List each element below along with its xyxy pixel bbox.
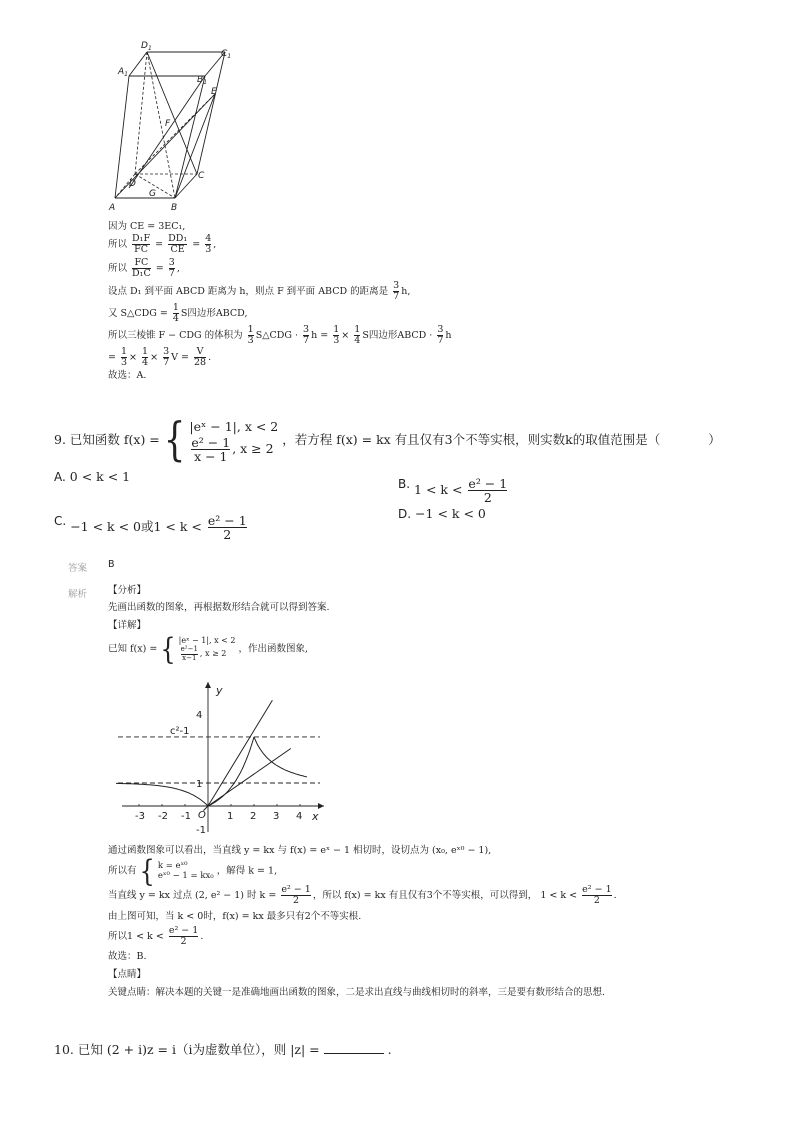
x-tick-label: 1	[227, 811, 234, 822]
curve-left	[116, 737, 254, 806]
x-tick-label: -3	[135, 811, 145, 822]
x-tick-label: -1	[181, 811, 191, 822]
x-tick-label: 2	[250, 811, 257, 822]
analysis-para-9: 关键点睛：解决本题的关键一是准确地画出函数的图象，二是求出直线与曲线相切时的斜率，三是要有数形结合的思想.	[108, 987, 606, 998]
origin-label: O	[198, 810, 206, 821]
label-A: A	[109, 203, 116, 213]
prev-line-4: 设点 D₁ 到平面 ABCD 距离为 h，则点 F 到平面 ABCD 的距离是 $\frac{3}{7}$ h,	[108, 280, 411, 302]
prev-line-8: 故选：A.	[108, 370, 147, 381]
q9-stem: 9. 已知函数 f(x) = { |eˣ − 1|, x < 2 $\frac{\text{e² − 1}}{x - 1}$ , x ≥ 2 ，若方程 f(x) = kx 有且仅有3个不等实根，则实数k的取值范围是（ ）	[54, 413, 721, 468]
label-A1: $A_1$	[118, 67, 128, 78]
label-D: D	[129, 179, 136, 189]
q9-option-c[interactable]: C. −1 < k < 0或1 < k < $\frac{\text{e² − 1}}{2}$	[54, 513, 247, 543]
prev-line-2: 所以 $\frac{\text{D₁F}}{FC}$ = $\frac{\text{DD₁}}{CE}$ = $\frac{4}{3}$ ,	[108, 233, 217, 255]
label-G: G	[149, 189, 156, 199]
label-F: F	[165, 119, 171, 129]
analysis-heading-1: 【分析】	[108, 585, 147, 596]
q9-option-a[interactable]: A. 0 < k < 1	[54, 469, 131, 484]
label-B1: $B_1$	[197, 75, 208, 86]
function-graph	[112, 676, 332, 836]
curve-right	[254, 737, 307, 777]
prev-line-6: 所以三棱锥 F − CDG 的体积为 $\frac{1}{3}$ S△CDG · $\frac{3}{7}$ h = $\frac{1}{3}$ × $\frac{1}{4}$ S四边形ABCD · $\frac{3}{7}$ h	[108, 324, 452, 346]
prev-line-1: 因为 CE = 3EC₁,	[108, 221, 186, 232]
label-C: C	[198, 171, 205, 181]
q10-answer-blank[interactable]	[324, 1053, 384, 1054]
analysis-para-8: 故选：B.	[108, 951, 147, 962]
x-tick-label: -2	[158, 811, 168, 822]
analysis-para-7: 所以1 < k < $\frac{\text{e² − 1}}{2}$ .	[108, 925, 204, 947]
answer-value: B	[108, 559, 115, 570]
analysis-para-1: 先画出函数的图象，再根据数形结合就可以得到答案.	[108, 602, 330, 613]
analysis-para-4: 所以有 { k = eˣ⁰ eˣ⁰ − 1 = kx₀ ，解得 k = 1,	[108, 853, 278, 889]
label-C1: $C_1$	[221, 49, 232, 60]
analysis-known: 已知 f(x) = { |eˣ − 1|, x < 2 $\frac{\text{e²−1}}{x-1}$ , x ≥ 2 ，作出函数图象,	[108, 631, 309, 667]
answer-label: 答案	[68, 563, 88, 574]
analysis-para-3: 通过函数图象可以看出，当直线 y = kx 与 f(x) = eˣ − 1 相切时，设切点为 (x₀, eˣ⁰ − 1),	[108, 845, 492, 856]
x-axis-arrow	[318, 803, 324, 809]
q9-option-b[interactable]: B. 1 < k < $\frac{\text{e² − 1}}{2}$	[398, 476, 508, 506]
tangent-line	[208, 749, 291, 807]
q9-option-d[interactable]: D. −1 < k < 0	[398, 506, 486, 521]
y-tick-label: 4	[196, 710, 203, 721]
y-tick-label: -1	[196, 825, 206, 836]
q10-number: 10.	[54, 1042, 74, 1057]
x-tick-label: 4	[296, 811, 303, 822]
x-tick-label: 3	[273, 811, 280, 822]
y-tick-label: 1	[196, 779, 203, 790]
analysis-para-5: 当直线 y = kx 过点 (2, e² − 1) 时 k = $\frac{\text{e² − 1}}{2}$ ，所以 f(x) = kx 有且仅有3个不等实根，可以得到， 1 < k < $\frac{\text{e² − 1}}{2}$ .	[108, 884, 617, 906]
x-axis-label: x	[312, 810, 319, 823]
q10-stem: 10. 已知 (2 + i)z = i（i为虚数单位），则 |z| = .	[54, 1042, 392, 1057]
prev-line-3: 所以 $\frac{FC}{\text{D₁C}}$ = $\frac{3}{7}$ ,	[108, 257, 180, 279]
y-axis-arrow	[205, 682, 211, 688]
analysis-label: 解析	[68, 589, 88, 600]
analysis-heading-3: 【点睛】	[108, 969, 147, 980]
y-axis-label: y	[216, 684, 223, 697]
prism-figure	[105, 38, 245, 216]
analysis-heading-2: 【详解】	[108, 620, 147, 631]
prev-line-5: 又 S△CDG = $\frac{1}{4}$ S四边形ABCD,	[108, 302, 248, 324]
label-D1: $D_1$	[141, 41, 152, 52]
q9-number: 9.	[54, 431, 66, 447]
prev-line-7: = $\frac{1}{3}$ × $\frac{1}{4}$ × $\frac{3}{7}$ V = $\frac{V}{28}$ .	[108, 346, 212, 368]
label-B: B	[171, 203, 178, 213]
analysis-para-6: 由上图可知，当 k < 0时，f(x) = kx 最多只有2个不等实根.	[108, 911, 362, 922]
label-E: E	[211, 87, 217, 97]
dash-label: c²-1	[170, 725, 190, 737]
